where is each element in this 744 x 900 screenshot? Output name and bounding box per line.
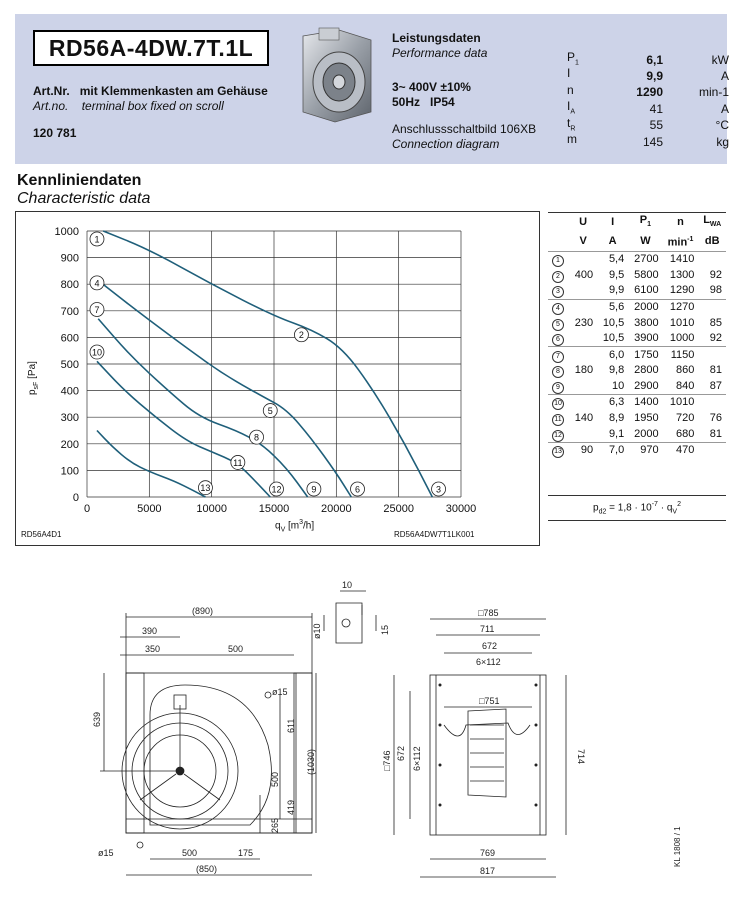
table-cell-u <box>569 251 597 267</box>
dim-500-vert: 500 <box>270 771 280 787</box>
point-marker: 8 <box>552 366 564 378</box>
point-marker: 7 <box>552 351 564 363</box>
col-n: n <box>677 216 684 229</box>
table-cell-p: 1400 <box>634 396 659 409</box>
dimension-drawing <box>0 575 744 900</box>
dim-785: □785 <box>478 608 499 618</box>
point-marker: 13 <box>552 446 564 458</box>
table-cell-u: 90 <box>580 444 594 457</box>
perf-unit: min-1 <box>698 85 729 100</box>
bracket-detail <box>336 603 362 643</box>
table-cell-i: 9,8 <box>608 364 625 377</box>
col-p: $P_1$ <box>639 214 652 229</box>
table-cell-u: 180 <box>574 364 594 377</box>
perf-value: 41 <box>649 101 663 116</box>
unit-n: $\min^{-1}$ <box>667 236 694 249</box>
table-cell-p: 2700 <box>634 253 659 266</box>
table-cell-n: 1150 <box>670 348 695 361</box>
dim-890: (890) <box>192 606 214 616</box>
table-row <box>548 267 726 283</box>
perf-row <box>565 52 731 68</box>
x-tick-label: 20000 <box>321 503 352 515</box>
table-cell-l: 87 <box>709 379 722 392</box>
table-cell-n: 680 <box>676 427 695 440</box>
table-row <box>548 299 726 315</box>
table-cell-n: 840 <box>676 379 695 392</box>
table-cell-n: 1010 <box>669 396 695 409</box>
perf-symbol: $I_A$ <box>567 99 576 116</box>
table-row <box>548 331 726 347</box>
curve-marker-label: 9 <box>311 484 317 495</box>
table-cell-n: 860 <box>676 364 695 377</box>
table-cell-u: 140 <box>574 412 594 425</box>
dim-714: 714 <box>576 749 586 765</box>
connection-en: Connection diagram <box>392 137 500 151</box>
table-cell-u <box>569 379 597 395</box>
chart-footer-right: RD56A4DW7T1LK001 <box>394 530 475 539</box>
table-cell-p: 2900 <box>634 379 659 392</box>
doc-code: KL 1808 / 1 <box>673 826 682 867</box>
dim-672-vert: 672 <box>396 745 406 761</box>
artnr-label-de: Art.Nr. <box>33 84 70 98</box>
perf-value: 6,1 <box>646 52 663 67</box>
dim-10: 10 <box>342 580 353 590</box>
table-header <box>548 213 726 232</box>
curve-marker-label: 6 <box>355 484 361 495</box>
artnr-value-en: terminal box fixed on scroll <box>81 99 224 113</box>
perf-symbol: m <box>567 131 577 146</box>
table-row <box>548 442 726 458</box>
part-number: 120 781 <box>33 126 77 140</box>
unit-lwa: dB <box>704 235 720 248</box>
dim-d10: ø10 <box>312 623 322 639</box>
characteristic-chart <box>15 211 540 546</box>
artnr-label-en: Art.no. <box>33 99 69 113</box>
perf-title-en: Performance data <box>392 46 488 60</box>
perf-symbol: n <box>567 82 574 97</box>
perf-unit: kg <box>716 134 729 149</box>
dim-751: □751 <box>479 696 500 706</box>
table-cell-i: 10,5 <box>602 316 625 329</box>
y-tick-label: 0 <box>72 492 79 504</box>
table-cell-p: 6100 <box>634 284 659 297</box>
formula: $p_{d2} = 1,8 \cdot 10^{-7} \cdot q_V^2$ <box>593 500 681 515</box>
dim-817: 817 <box>480 866 496 876</box>
dim-500-bottom: 500 <box>182 848 198 858</box>
dim-419: 419 <box>286 799 296 815</box>
dim-6x112-vert: 6×112 <box>412 746 422 771</box>
chart-footer-left: RD56A4D1 <box>21 530 62 539</box>
dim-d15-top: ø15 <box>272 687 288 697</box>
dim-769: 769 <box>480 848 496 858</box>
section-title-de: Kennliniendaten <box>17 172 142 189</box>
curve-marker-label: 2 <box>298 330 304 341</box>
curve-marker-label: 4 <box>94 278 100 289</box>
perf-title-block <box>392 31 487 61</box>
point-marker: 9 <box>552 382 564 394</box>
table-cell-i: 5,4 <box>608 253 625 266</box>
table-cell-n: 1300 <box>669 268 695 281</box>
curve-marker-label: 5 <box>267 406 273 417</box>
table-cell-l <box>698 347 726 363</box>
table-cell-p: 2000 <box>634 300 659 313</box>
artnr-value-de: mit Klemmenkasten am Gehäuse <box>79 84 268 98</box>
table-cell-n: 1010 <box>669 316 695 329</box>
dim-175: 175 <box>238 848 254 858</box>
y-tick-label: 700 <box>60 305 79 318</box>
model-title: RD56A-4DW.7T.1L <box>33 30 269 66</box>
dim-850: (850) <box>196 864 218 874</box>
table-cell-l: 81 <box>709 364 722 377</box>
perf-unit: A <box>720 101 729 116</box>
table-cell-n: 470 <box>676 444 695 457</box>
dimension-labels <box>92 580 682 876</box>
table-cell-l: 76 <box>709 412 722 425</box>
section-heading <box>17 172 150 208</box>
curve-marker-label: 12 <box>271 484 282 495</box>
perf-row <box>565 118 731 134</box>
x-tick-label: 5000 <box>137 503 162 515</box>
dim-611: 611 <box>286 718 296 733</box>
table-row <box>548 251 726 267</box>
table-cell-n: 1410 <box>669 253 695 266</box>
table-cell-l: 98 <box>709 284 722 297</box>
table-cell-l: 81 <box>709 427 722 440</box>
table-cell-i: 9,5 <box>608 268 625 281</box>
table-units <box>548 232 726 251</box>
table-cell-p: 2800 <box>634 364 659 377</box>
fan-product-image <box>295 26 375 124</box>
table-cell-l <box>698 299 726 315</box>
dim-6x112-top: 6×112 <box>476 657 501 667</box>
table-cell-p: 1750 <box>634 348 659 361</box>
table-row <box>548 363 726 379</box>
perf-unit: A <box>720 69 729 84</box>
table-cell-i: 6,3 <box>608 396 625 409</box>
dim-15: 15 <box>380 624 390 635</box>
perf-value: 1290 <box>636 85 663 100</box>
perf-row <box>565 85 731 101</box>
connection-block <box>392 122 536 152</box>
col-lwa: $L_{WA}$ <box>703 214 722 229</box>
perf-row <box>565 68 731 84</box>
table-row <box>548 379 726 395</box>
curve-marker-label: 13 <box>200 483 211 494</box>
x-tick-label: 30000 <box>445 503 477 515</box>
perf-symbol: $P_1$ <box>567 50 579 67</box>
table-cell-l <box>698 251 726 267</box>
curve-10-12 <box>97 361 270 497</box>
table-row <box>548 315 726 331</box>
x-tick-label: 15000 <box>258 503 290 515</box>
curve-4-6 <box>99 282 351 497</box>
supply-block <box>392 80 471 110</box>
point-marker: 4 <box>552 303 564 315</box>
y-tick-label: 200 <box>60 438 79 451</box>
perf-row <box>565 134 731 150</box>
table-cell-i: 10 <box>611 379 625 392</box>
mount-hole <box>137 842 143 848</box>
x-tick-label: 0 <box>83 503 91 515</box>
y-tick-label: 300 <box>60 412 79 425</box>
col-i: I <box>611 216 615 229</box>
unit-u: V <box>579 235 587 248</box>
y-tick-label: 600 <box>60 332 79 345</box>
curve-marker-label: 1 <box>94 234 100 245</box>
y-tick-label: 800 <box>60 279 79 292</box>
characteristic-table <box>548 213 726 459</box>
table-cell-n: 1290 <box>669 284 695 297</box>
table-cell-u <box>569 426 597 442</box>
point-marker: 2 <box>552 271 564 283</box>
table-cell-l <box>698 395 726 411</box>
point-marker: 3 <box>552 286 564 298</box>
chart-ylabel: $p_{sF}$ [Pa] <box>27 361 40 395</box>
perf-value: 9,9 <box>646 69 663 84</box>
chart-xlabel: $q_V$ $[m^3/h]$ <box>275 519 315 534</box>
perf-title-de: Leistungsdaten <box>392 31 481 45</box>
table-cell-u <box>569 347 597 363</box>
scroll-housing <box>150 685 271 825</box>
x-tick-label: 25000 <box>383 503 414 515</box>
art-number-block <box>33 84 268 141</box>
table-cell-p: 1950 <box>634 412 659 425</box>
table-cell-l: 85 <box>709 316 722 329</box>
table-row <box>548 395 726 411</box>
unit-p: W <box>640 235 651 248</box>
table-cell-u <box>569 395 597 411</box>
table-cell-i: 7,0 <box>608 444 625 457</box>
section-title-en: Characteristic data <box>17 190 151 207</box>
perf-row <box>565 101 731 117</box>
table-cell-p: 5800 <box>634 268 659 281</box>
dim-500-top: 500 <box>228 644 244 654</box>
table-cell-l: 92 <box>709 268 722 281</box>
table-row <box>548 426 726 442</box>
perf-value: 145 <box>642 134 663 149</box>
perf-symbol: I <box>567 66 571 81</box>
table-cell-i: 10,5 <box>602 332 625 345</box>
connection-de: Anschlussschaltbild 106XB <box>392 122 537 136</box>
curve-marker-label: 7 <box>94 304 100 315</box>
dim-390: 390 <box>142 626 158 636</box>
x-tick-label: 10000 <box>196 503 227 515</box>
housing-outline <box>126 673 312 833</box>
dim-672-top: 672 <box>482 641 498 651</box>
perf-unit: °C <box>715 118 729 133</box>
table-cell-i: 9,1 <box>608 427 625 440</box>
dim-1030: (1030) <box>306 748 316 775</box>
table-cell-p: 970 <box>640 444 659 457</box>
point-marker: 11 <box>552 414 564 426</box>
table-cell-p: 3900 <box>634 332 659 345</box>
table-cell-u <box>569 331 597 347</box>
col-u: U <box>579 216 588 229</box>
table-row <box>548 411 726 427</box>
table-cell-u: 230 <box>574 316 594 329</box>
table-cell-u <box>569 299 597 315</box>
table-cell-i: 9,9 <box>608 284 625 297</box>
table-cell-p: 3800 <box>634 316 659 329</box>
perf-symbol: $t_R$ <box>567 115 576 132</box>
table-cell-u <box>569 283 597 299</box>
curve-marker-label: 3 <box>436 484 442 495</box>
perf-unit: kW <box>711 52 729 67</box>
dim-711: 711 <box>480 624 495 634</box>
table-cell-l <box>698 442 726 458</box>
curve-marker-label: 8 <box>254 432 260 443</box>
table-row <box>548 283 726 299</box>
dim-639: 639 <box>92 711 102 727</box>
y-tick-label: 500 <box>60 359 79 371</box>
dim-d15-bottom: ø15 <box>98 848 114 858</box>
table-cell-n: 1000 <box>669 332 695 345</box>
table-cell-n: 720 <box>676 412 695 425</box>
performance-table <box>565 52 731 150</box>
curve-marker-label: 11 <box>233 457 243 468</box>
table-cell-p: 2000 <box>634 427 659 440</box>
supply-voltage: 3~ 400V ±10% <box>392 80 471 94</box>
y-tick-label: 400 <box>60 385 79 398</box>
dim-350: 350 <box>145 644 161 654</box>
unit-i: A <box>608 235 617 248</box>
table-row <box>548 347 726 363</box>
perf-value: 55 <box>649 118 663 133</box>
table-cell-l: 92 <box>709 332 722 345</box>
y-tick-label: 1000 <box>54 226 79 238</box>
characteristic-table-wrap <box>548 212 726 521</box>
table-cell-i: 6,0 <box>608 348 625 361</box>
point-marker: 12 <box>552 430 564 442</box>
dim-265: 265 <box>270 817 280 833</box>
y-tick-label: 100 <box>60 465 79 478</box>
table-cell-i: 5,6 <box>608 300 625 313</box>
table-cell-u: 400 <box>574 268 594 281</box>
point-marker: 1 <box>552 255 564 267</box>
ip-rating: IP54 <box>430 95 455 109</box>
y-tick-label: 900 <box>60 252 79 265</box>
curve-marker-label: 10 <box>91 347 102 358</box>
point-marker: 6 <box>552 334 564 346</box>
point-marker: 5 <box>552 319 564 331</box>
supply-frequency: 50Hz <box>392 95 421 109</box>
dim-746: □746 <box>382 750 392 771</box>
point-marker: 10 <box>552 398 564 410</box>
table-cell-n: 1270 <box>669 300 695 313</box>
table-cell-i: 8,9 <box>608 412 625 425</box>
